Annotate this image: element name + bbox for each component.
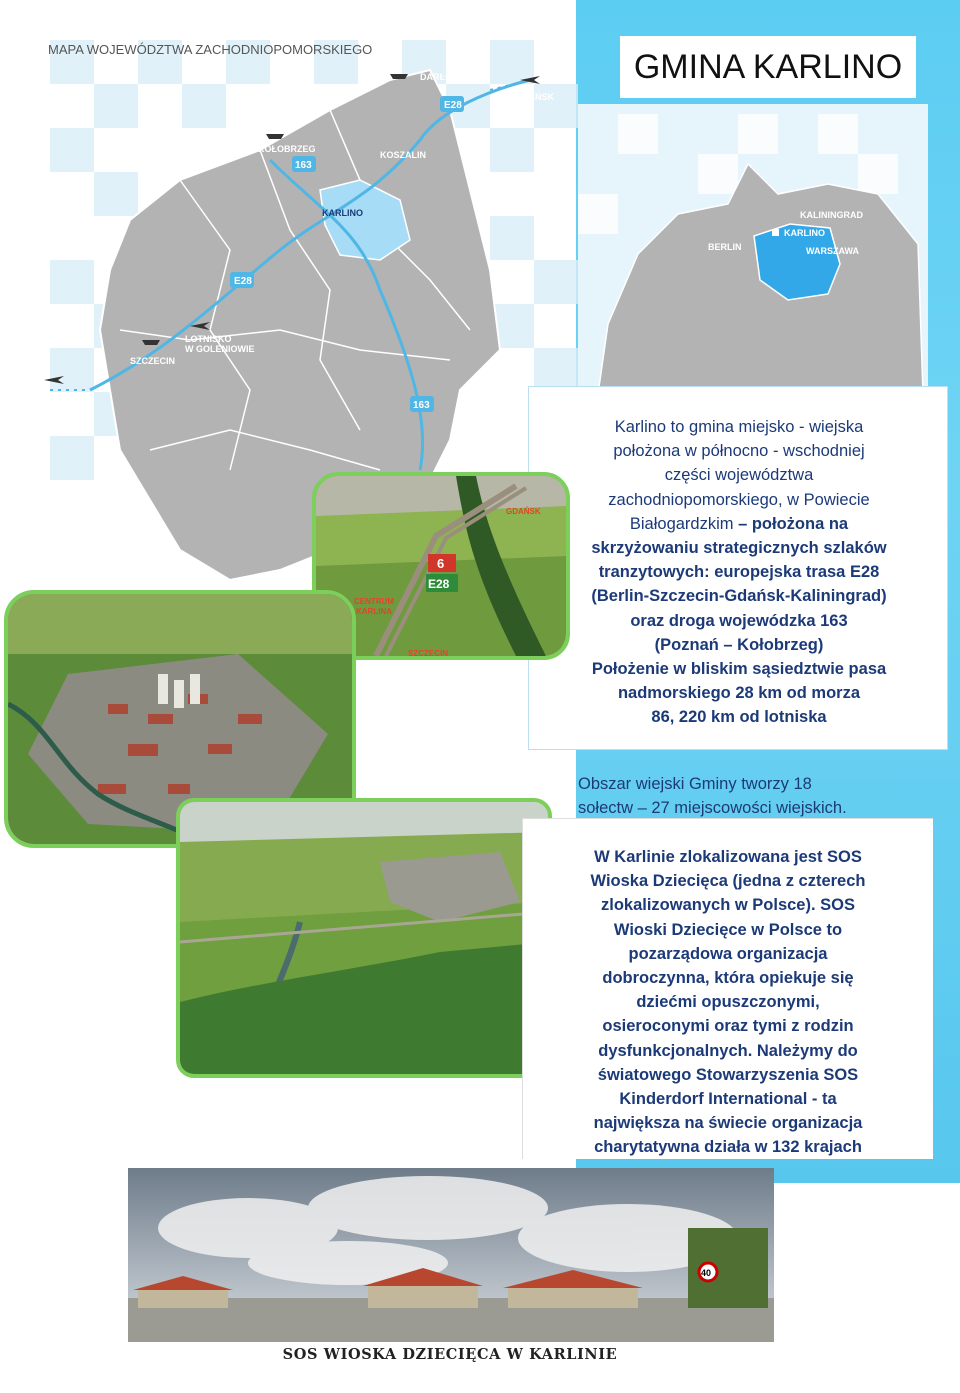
sos-village-photo	[128, 1168, 774, 1342]
countryside-aerial-photo	[176, 798, 552, 1078]
svg-text:DARŁOWO: DARŁOWO	[420, 72, 468, 82]
svg-text:BERLIN: BERLIN	[42, 392, 76, 402]
svg-text:KOSZALIN: KOSZALIN	[380, 150, 426, 160]
svg-text:E28: E28	[428, 577, 450, 591]
svg-text:40: 40	[701, 1268, 712, 1278]
europe-map-graphic	[578, 104, 928, 394]
svg-text:163: 163	[295, 160, 312, 171]
svg-text:E28: E28	[444, 100, 462, 111]
europe-map	[578, 104, 928, 394]
svg-text:W GOLENIOWIE: W GOLENIOWIE	[185, 344, 255, 354]
rural-paragraph: Obszar wiejski Gminy tworzy 18 sołectw – 27 miejscowości wiejskich.	[578, 775, 847, 817]
karlino-marker	[772, 229, 779, 236]
svg-text:6: 6	[437, 556, 445, 571]
svg-text:GDAŃSK: GDAŃSK	[506, 507, 541, 516]
svg-text:KARLINO: KARLINO	[784, 228, 825, 238]
photo-caption: SOS WIOSKA DZIECIĘCA W KARLINIE	[282, 1346, 618, 1363]
svg-text:LOTNISKO: LOTNISKO	[185, 334, 232, 344]
ferry-icon	[266, 134, 284, 139]
svg-text:E28: E28	[234, 276, 252, 287]
svg-text:KOŁOBRZEG: KOŁOBRZEG	[258, 144, 316, 154]
ferry-icon	[142, 340, 160, 345]
sos-paragraph: W Karlinie zlokalizowana jest SOS Wioska Dziecięca (jedna z czterech zlokalizowanych w Polsce). SOS Wioski Dziecięce w Polsce to pozarządowa organizacja dobroczynna, która opiekuje się dziećmi opuszczonymi, osieroconymi oraz tymi z rodzin dysfunkcjonalnych. Należymy do światowego Stowarzyszenia SOS Kinderdorf International - ta największa na świecie organizacja charytatywna działa w 132 krajach	[590, 848, 866, 1157]
svg-text:KALININGRAD: KALININGRAD	[800, 210, 863, 220]
svg-text:SZCZECIN: SZCZECIN	[408, 649, 448, 656]
ferry-icon	[390, 74, 408, 79]
svg-text:SZCZECIN: SZCZECIN	[130, 356, 175, 366]
svg-text:GDAŃSK: GDAŃSK	[515, 92, 555, 102]
svg-text:WARSZAWA: WARSZAWA	[806, 246, 859, 256]
svg-text:KARLINA: KARLINA	[356, 607, 392, 616]
sos-text-box	[522, 818, 933, 1159]
svg-text:163: 163	[413, 400, 430, 411]
svg-text:KARLINO: KARLINO	[322, 208, 363, 218]
map-title: MAPA WOJEWÓDZTWA ZACHODNIOPOMORSKIEGO	[48, 42, 373, 57]
page-title: GMINA KARLINO	[620, 36, 916, 98]
intro-paragraph: Karlino to gmina miejsko - wiejska położona w północno - wschodniej części województwa zachodniopomorskiego, w Powiecie Białogardzkim – położona na skrzyżowaniu strategicznych szlaków tranzytowych: europejska trasa E28 (Berlin-Szczecin-Gdańsk-Kaliningrad) oraz droga wojewódzka 163 (Poznań – Kołobrzeg) Położenie w bliskim sąsiedztwie pasa nadmorskiego 28 km od morza 86, 220 km od lotniska	[591, 418, 887, 727]
intro-text-box	[528, 386, 948, 750]
svg-text:CENTRUM: CENTRUM	[354, 597, 394, 606]
svg-text:BERLIN: BERLIN	[708, 242, 742, 252]
